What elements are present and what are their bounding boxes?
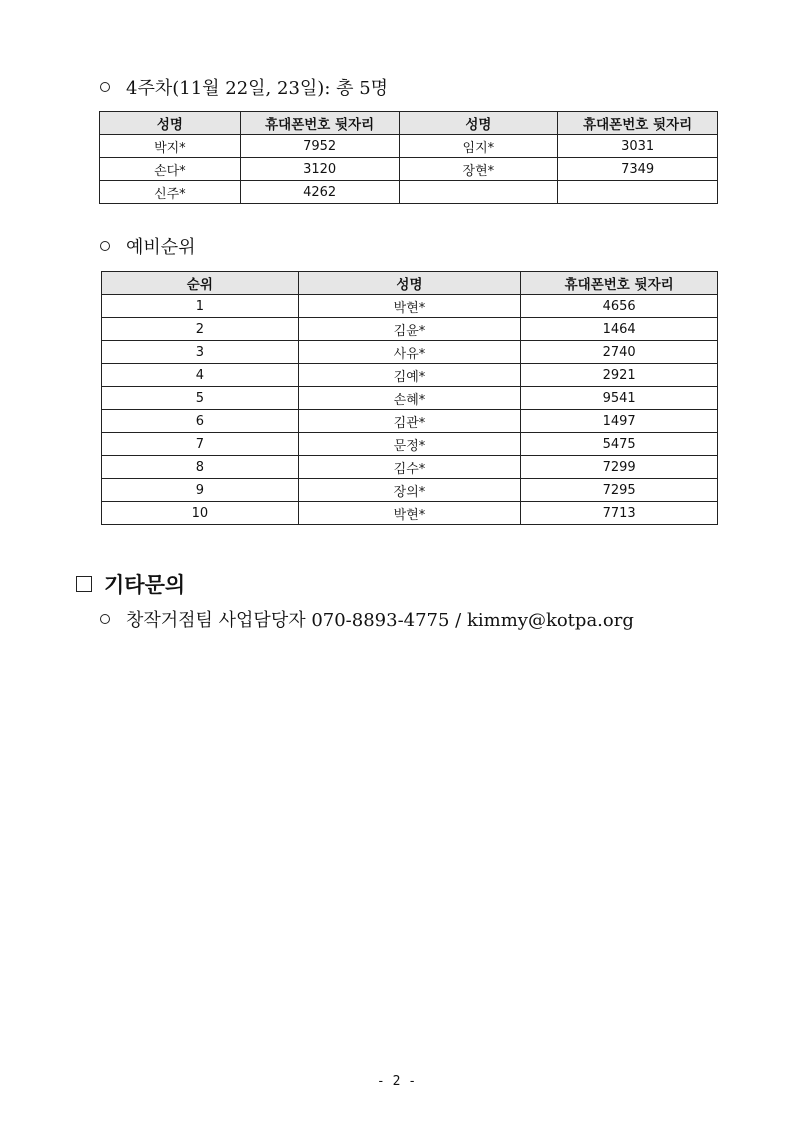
rank-cell: 1	[102, 295, 299, 318]
rank-cell: 2	[102, 318, 299, 341]
name-cell: 장의*	[298, 479, 521, 502]
header-cell: 휴대폰번호 뒷자리	[521, 272, 718, 295]
name-cell	[399, 181, 558, 204]
table-row	[102, 318, 718, 341]
name-cell: 신주*	[100, 181, 241, 204]
rank-cell: 7	[102, 433, 299, 456]
table-row	[102, 410, 718, 433]
phone-cell: 2740	[521, 341, 718, 364]
name-cell: 임지*	[399, 135, 558, 158]
week4-heading-line	[100, 74, 388, 100]
rank-cell: 3	[102, 341, 299, 364]
rank-cell: 9	[102, 479, 299, 502]
rank-cell: 8	[102, 456, 299, 479]
name-cell: 박지*	[100, 135, 241, 158]
table-header-row	[102, 272, 718, 295]
phone-cell: 7299	[521, 456, 718, 479]
name-cell: 손다*	[100, 158, 241, 181]
week4-table	[99, 111, 718, 204]
name-cell: 문정*	[298, 433, 521, 456]
rank-cell: 10	[102, 502, 299, 525]
phone-cell: 1497	[521, 410, 718, 433]
reserve-table	[101, 271, 718, 525]
inquiry-title: 기타문의	[104, 573, 186, 597]
header-cell: 성명	[298, 272, 521, 295]
header-cell: 휴대폰번호 뒷자리	[558, 112, 718, 135]
square-bullet-icon	[76, 576, 92, 592]
name-cell: 김윤*	[298, 318, 521, 341]
reserve-heading: 예비순위	[126, 237, 196, 258]
page-number: - 2 -	[376, 1074, 417, 1089]
table-row	[100, 181, 718, 204]
phone-cell: 1464	[521, 318, 718, 341]
rank-cell: 4	[102, 364, 299, 387]
phone-cell	[558, 181, 718, 204]
inquiry-contact-line	[100, 606, 634, 632]
name-cell: 장현*	[399, 158, 558, 181]
name-cell: 김관*	[298, 410, 521, 433]
table-row	[102, 295, 718, 318]
header-cell: 휴대폰번호 뒷자리	[240, 112, 399, 135]
inquiry-contact: 창작거점팀 사업담당자 070-8893-4775 / kimmy@kotpa.org	[126, 610, 634, 631]
phone-cell: 7713	[521, 502, 718, 525]
phone-cell: 4262	[240, 181, 399, 204]
phone-cell: 7349	[558, 158, 718, 181]
circle-bullet-icon	[100, 241, 110, 251]
reserve-heading-line	[100, 233, 196, 259]
circle-bullet-icon	[100, 614, 110, 624]
phone-cell: 5475	[521, 433, 718, 456]
phone-cell: 7295	[521, 479, 718, 502]
name-cell: 사유*	[298, 341, 521, 364]
phone-cell: 7952	[240, 135, 399, 158]
circle-bullet-icon	[100, 82, 110, 92]
name-cell: 김예*	[298, 364, 521, 387]
table-row	[102, 364, 718, 387]
table-row	[102, 479, 718, 502]
table-row	[102, 456, 718, 479]
week4-heading: 4주차(11월 22일, 23일): 총 5명	[126, 78, 389, 99]
table-row	[102, 433, 718, 456]
rank-cell: 5	[102, 387, 299, 410]
name-cell: 박현*	[298, 502, 521, 525]
phone-cell: 2921	[521, 364, 718, 387]
table-row	[100, 135, 718, 158]
phone-cell: 3120	[240, 158, 399, 181]
table-row	[102, 387, 718, 410]
name-cell: 손혜*	[298, 387, 521, 410]
table-row	[102, 502, 718, 525]
phone-cell: 3031	[558, 135, 718, 158]
phone-cell: 4656	[521, 295, 718, 318]
name-cell: 박현*	[298, 295, 521, 318]
phone-cell: 9541	[521, 387, 718, 410]
table-row	[100, 158, 718, 181]
header-cell: 성명	[100, 112, 241, 135]
rank-cell: 6	[102, 410, 299, 433]
inquiry-section-title	[76, 569, 185, 599]
header-cell: 순위	[102, 272, 299, 295]
header-cell: 성명	[399, 112, 558, 135]
table-header-row	[100, 112, 718, 135]
name-cell: 김수*	[298, 456, 521, 479]
table-row	[102, 341, 718, 364]
